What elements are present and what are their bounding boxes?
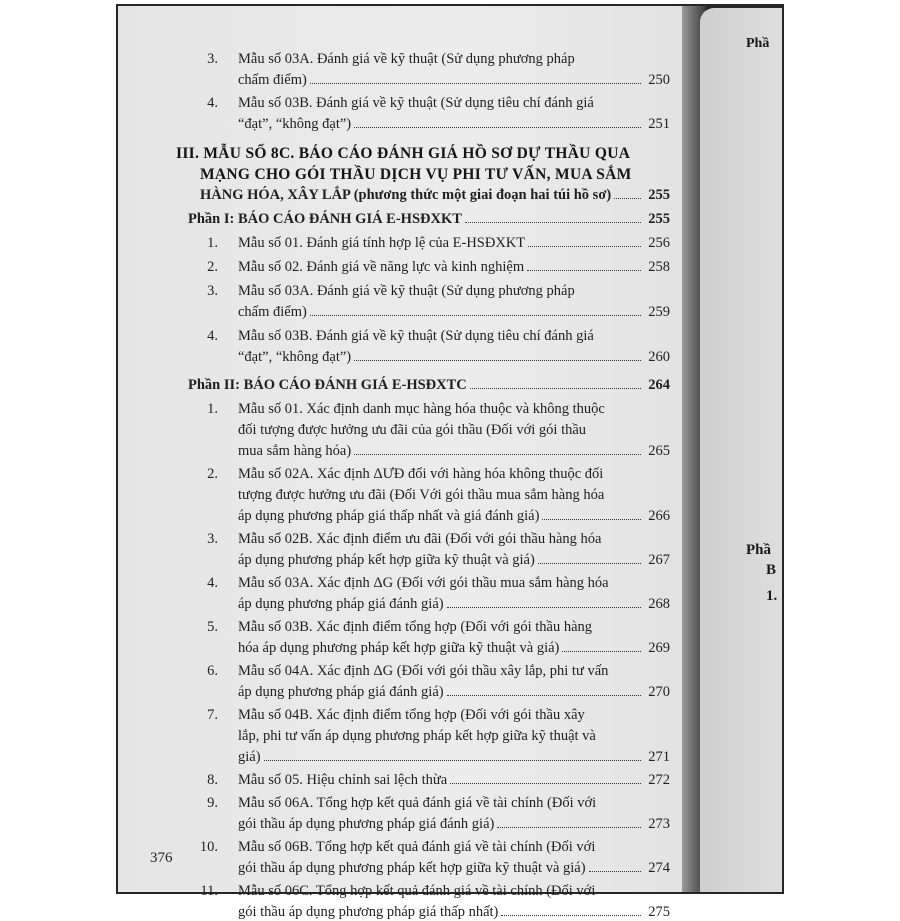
entry-number: 4. — [207, 328, 218, 344]
entry-text: gói thầu áp dụng phương pháp kết hợp giữa kỹ thuật và giá) — [238, 860, 586, 876]
dot-leader — [264, 760, 641, 761]
entry-number: 1. — [207, 235, 218, 251]
part-heading — [188, 210, 670, 228]
entry-number: 3. — [207, 531, 218, 547]
dot-leader — [310, 315, 641, 316]
page-number: 376 — [150, 850, 173, 866]
entry-number: 6. — [207, 663, 218, 679]
dot-leader — [538, 563, 641, 564]
toc-entry — [238, 115, 670, 133]
toc-entry — [238, 683, 670, 701]
entry-page-number: 260 — [648, 349, 670, 365]
entry-page-number: 272 — [648, 772, 670, 788]
entry-text-line: Mẫu số 01. Xác định danh mục hàng hóa thuộc và không thuộc — [238, 401, 605, 417]
entry-number: 4. — [207, 575, 218, 591]
toc-entry — [238, 258, 670, 276]
entry-text: giá) — [238, 749, 261, 765]
section-heading: MẠNG CHO GÓI THẦU DỊCH VỤ PHI TƯ VẤN, MUA SẮM — [200, 166, 632, 183]
dot-leader — [465, 222, 641, 223]
entry-text-line: tượng được hưởng ưu đãi (Đối Với gói thầu mua sắm hàng hóa — [238, 487, 605, 503]
entry-text: “đạt”, “không đạt”) — [238, 349, 352, 365]
dot-leader — [447, 695, 641, 696]
entry-text-line: Mẫu số 03A. Đánh giá về kỹ thuật (Sử dụng phương pháp — [238, 51, 575, 67]
toc-entry — [238, 348, 670, 366]
entry-page-number: 264 — [648, 377, 670, 393]
right-page — [700, 8, 782, 892]
table-of-contents — [118, 6, 690, 920]
entry-text: gói thầu áp dụng phương pháp giá đánh giá) — [238, 816, 495, 832]
entry-page-number: 274 — [648, 860, 670, 876]
entry-text-line: đối tượng được hưởng ưu đãi của gói thầu (Đối với gói thầu — [238, 422, 587, 438]
dot-leader — [589, 871, 641, 872]
toc-entry — [238, 639, 670, 657]
toc-entry — [238, 748, 670, 766]
entry-text-line: Mẫu số 04A. Xác định ΔG (Đối với gói thầu xây lắp, phi tư vấn — [238, 663, 609, 679]
entry-number: 10. — [199, 839, 218, 855]
entry-text: Phần II: BÁO CÁO ĐÁNH GIÁ E-HSĐXTC — [188, 377, 467, 393]
entry-text-line: Mẫu số 06B. Tổng hợp kết quả đánh giá về tài chính (Đối với — [238, 839, 596, 855]
entry-text: Mẫu số 01. Đánh giá tính hợp lệ của E-HSĐXKT — [238, 235, 526, 251]
entry-text: Mẫu số 05. Hiệu chỉnh sai lệch thừa — [238, 772, 448, 788]
toc-entry — [238, 442, 670, 460]
entry-number: 1. — [207, 401, 218, 417]
toc-entry — [238, 71, 670, 89]
entry-page-number: 275 — [648, 904, 670, 920]
entry-text: Mẫu số 02. Đánh giá về năng lực và kinh nghiệm — [238, 259, 525, 275]
entry-number: 9. — [207, 795, 218, 811]
entry-text: áp dụng phương pháp kết hợp giữa kỹ thuật và giá) — [238, 552, 535, 568]
entry-page-number: 267 — [648, 552, 670, 568]
entry-number: 8. — [207, 772, 218, 788]
entry-page-number: 266 — [648, 508, 670, 524]
toc-entry — [238, 507, 670, 525]
entry-page-number: 271 — [648, 749, 670, 765]
dot-leader — [354, 127, 641, 128]
entry-number: 2. — [207, 259, 218, 275]
entry-text: áp dụng phương pháp giá đánh giá) — [238, 596, 444, 612]
entry-page-number: 268 — [648, 596, 670, 612]
entry-page-number: 270 — [648, 684, 670, 700]
entry-page-number: 265 — [648, 443, 670, 459]
toc-entry — [238, 903, 670, 921]
entry-page-number: 258 — [648, 259, 670, 275]
entry-page-number: 255 — [648, 211, 670, 227]
dot-leader — [501, 915, 641, 916]
entry-number: 5. — [207, 619, 218, 635]
toc-entry — [238, 234, 670, 252]
dot-leader — [470, 388, 641, 389]
entry-text: gói thầu áp dụng phương pháp giá thấp nhất) — [238, 904, 499, 920]
toc-entry — [238, 595, 670, 613]
entry-text: “đạt”, “không đạt”) — [238, 116, 352, 132]
dot-leader — [528, 246, 641, 247]
dot-leader — [447, 607, 641, 608]
dot-leader — [614, 198, 641, 199]
entry-page-number: 269 — [648, 640, 670, 656]
left-page — [118, 6, 690, 920]
right-page-header: Phầ — [746, 36, 770, 51]
entry-text-line: Mẫu số 04B. Xác định điểm tổng hợp (Đối với gói thầu xây — [238, 707, 585, 723]
entry-text-line: Mẫu số 02A. Xác định ΔƯĐ đối với hàng hóa không thuộc đối — [238, 466, 604, 482]
entry-text: hóa áp dụng phương pháp kết hợp giữa kỹ thuật và giá) — [238, 640, 560, 656]
entry-text-line: Mẫu số 06C. Tổng hợp kết quả đánh giá về tài chính (Đối với — [238, 883, 596, 899]
entry-number: 11. — [200, 883, 218, 899]
entry-text: chấm điểm) — [238, 304, 307, 320]
entry-text-line: Mẫu số 03A. Đánh giá về kỹ thuật (Sử dụng phương pháp — [238, 283, 575, 299]
entry-text: Phần I: BÁO CÁO ĐÁNH GIÁ E-HSĐXKT — [188, 211, 462, 227]
toc-entry — [238, 815, 670, 833]
entry-text-line: Mẫu số 03B. Đánh giá về kỹ thuật (Sử dụng tiêu chí đánh giá — [238, 328, 594, 344]
entry-number: 3. — [207, 51, 218, 67]
entry-number: 7. — [207, 707, 218, 723]
entry-number: 3. — [207, 283, 218, 299]
entry-text: HÀNG HÓA, XÂY LẮP (phương thức một giai đoạn hai túi hồ sơ) — [200, 187, 612, 203]
dot-leader — [310, 83, 641, 84]
entry-text: mua sắm hàng hóa) — [238, 443, 352, 459]
dot-leader — [354, 454, 641, 455]
dot-leader — [497, 827, 641, 828]
toc-entry — [238, 551, 670, 569]
entry-text: chấm điểm) — [238, 72, 307, 88]
entry-number: 4. — [207, 95, 218, 111]
entry-text-line: Mẫu số 03B. Đánh giá về kỹ thuật (Sử dụng tiêu chí đánh giá — [238, 95, 594, 111]
dot-leader — [527, 270, 641, 271]
entry-page-number: 251 — [648, 116, 670, 132]
toc-entry — [238, 771, 670, 789]
section-heading: III. MẪU SỐ 8C. BÁO CÁO ĐÁNH GIÁ HỒ SƠ DỰ THẦU QUA — [176, 145, 631, 162]
entry-number: 2. — [207, 466, 218, 482]
entry-text: áp dụng phương pháp giá thấp nhất và giá đánh giá) — [238, 508, 540, 524]
right-page-line-1: Phầ — [746, 542, 772, 558]
right-page-line-2: B — [766, 562, 777, 578]
entry-text-line: Mẫu số 06A. Tổng hợp kết quả đánh giá về tài chính (Đối với — [238, 795, 597, 811]
entry-page-number: 250 — [648, 72, 670, 88]
toc-entry — [238, 303, 670, 321]
entry-page-number: 256 — [648, 235, 670, 251]
entry-text-line: Mẫu số 03B. Xác định điểm tổng hợp (Đối với gói thầu hàng — [238, 619, 593, 635]
dot-leader — [562, 651, 641, 652]
dot-leader — [354, 360, 641, 361]
dot-leader — [450, 783, 641, 784]
entry-text-line: Mẫu số 02B. Xác định điểm ưu đãi (Đối với gói thầu hàng hóa — [238, 531, 602, 547]
section-heading-row — [200, 186, 670, 204]
dot-leader — [542, 519, 641, 520]
toc-entry — [238, 859, 670, 877]
entry-text-line: lắp, phi tư vấn áp dụng phương pháp kết hợp giữa kỹ thuật và — [238, 728, 596, 744]
entry-text-line: Mẫu số 03A. Xác định ΔG (Đối với gói thầu mua sắm hàng hóa — [238, 575, 609, 591]
entry-text: áp dụng phương pháp giá đánh giá) — [238, 684, 444, 700]
right-page-line-3: 1. — [766, 588, 778, 604]
entry-page-number: 273 — [648, 816, 670, 832]
entry-page-number: 255 — [648, 187, 670, 203]
entry-page-number: 259 — [648, 304, 670, 320]
part-heading — [188, 376, 670, 394]
